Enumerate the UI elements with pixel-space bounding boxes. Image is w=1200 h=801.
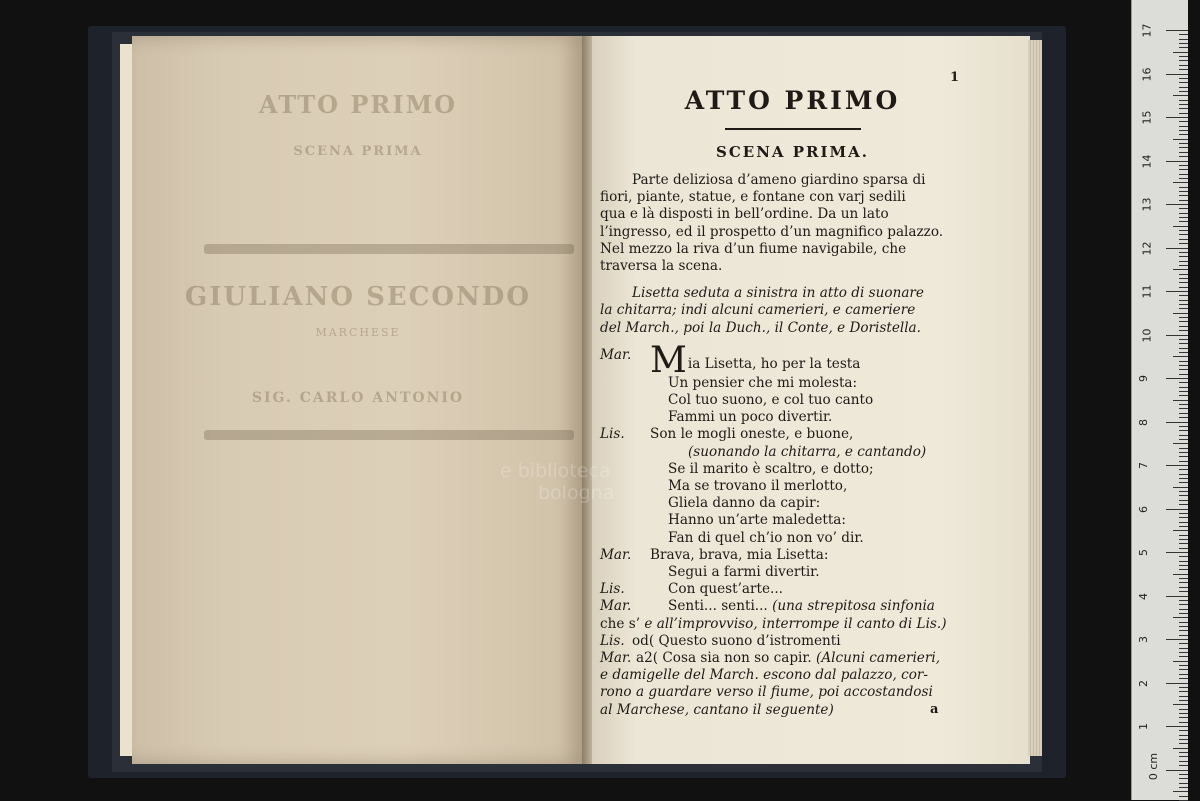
ruler-tick bbox=[1173, 530, 1188, 531]
ruler-tick bbox=[1179, 648, 1188, 649]
speaker-label: Lis. bbox=[600, 632, 625, 649]
ruler-tick bbox=[1179, 113, 1188, 114]
ruler-tick bbox=[1179, 796, 1188, 797]
ruler-tick bbox=[1179, 426, 1188, 427]
stage-aside: al Marchese, cantano il seguente) bbox=[600, 701, 834, 718]
ruler-tick bbox=[1179, 543, 1188, 544]
ruler-tick bbox=[1179, 147, 1188, 148]
ruler-tick bbox=[1179, 165, 1188, 166]
ruler-number: 16 bbox=[1140, 67, 1154, 81]
ruler-tick bbox=[1179, 287, 1188, 288]
ruler-tick bbox=[1179, 461, 1188, 462]
ruler-tick bbox=[1179, 587, 1188, 588]
title-divider bbox=[725, 128, 861, 130]
dialogue-line bbox=[600, 633, 985, 650]
ruler-tick bbox=[1179, 609, 1188, 610]
ruler-tick bbox=[1179, 343, 1188, 344]
ruler-tick bbox=[1173, 617, 1188, 618]
ruler-tick bbox=[1179, 104, 1188, 105]
ruler-tick bbox=[1166, 552, 1188, 553]
ruler-tick bbox=[1179, 56, 1188, 57]
stage-aside: (una strepitosa sinfonia bbox=[772, 598, 935, 615]
dialogue-line: Gliela danno da capir: bbox=[668, 495, 821, 512]
ruler-tick bbox=[1179, 243, 1188, 244]
ruler-tick bbox=[1179, 391, 1188, 392]
ruler-tick bbox=[1179, 604, 1188, 605]
dialogue-line bbox=[600, 339, 985, 381]
ruler-tick bbox=[1179, 722, 1188, 723]
ruler-tick bbox=[1179, 174, 1188, 175]
act-title: ATTO PRIMO bbox=[684, 86, 901, 115]
ruler-tick bbox=[1173, 748, 1188, 749]
ruler-tick bbox=[1179, 43, 1188, 44]
stage-aside: e all’improvviso, interrompe il canto di Lis.) bbox=[644, 615, 947, 632]
ruler-tick bbox=[1179, 761, 1188, 762]
ruler-tick bbox=[1179, 300, 1188, 301]
ruler-tick bbox=[1179, 535, 1188, 536]
left-page bbox=[132, 36, 584, 764]
ruler-tick bbox=[1179, 321, 1188, 322]
ruler-number: 8 bbox=[1137, 418, 1150, 426]
ruler-tick bbox=[1179, 304, 1188, 305]
ruler-tick bbox=[1179, 522, 1188, 523]
bleed-through-line: SIG. CARLO ANTONIO bbox=[251, 390, 465, 406]
ruler-tick bbox=[1179, 326, 1188, 327]
bleed-through-line: GIULIANO SECONDO bbox=[184, 282, 532, 312]
ruler-tick bbox=[1173, 443, 1188, 444]
ruler-tick bbox=[1179, 234, 1188, 235]
ruler-number: 15 bbox=[1140, 110, 1154, 125]
ruler-tick bbox=[1179, 91, 1188, 92]
description-line: qua e là disposti in bell’ordine. Da un lato bbox=[600, 206, 889, 223]
ruler-tick bbox=[1179, 169, 1188, 170]
measurement-ruler bbox=[1131, 0, 1188, 800]
ruler-unit-label: 0 cm bbox=[1147, 752, 1161, 781]
ruler-tick bbox=[1179, 696, 1188, 697]
ruler-tick bbox=[1179, 452, 1188, 453]
ruler-tick bbox=[1179, 717, 1188, 718]
ruler-tick bbox=[1166, 74, 1188, 75]
ruler-tick bbox=[1166, 161, 1188, 162]
ruler-tick bbox=[1179, 317, 1188, 318]
ruler-tick bbox=[1179, 187, 1188, 188]
ruler-tick bbox=[1179, 295, 1188, 296]
ruler-tick bbox=[1179, 756, 1188, 757]
stage-direction bbox=[600, 285, 985, 337]
ruler-tick bbox=[1179, 565, 1188, 566]
verse-text: che s’ bbox=[600, 615, 641, 632]
ruler-tick bbox=[1179, 126, 1188, 127]
ruler-number: 17 bbox=[1140, 23, 1154, 38]
ruler-tick bbox=[1179, 239, 1188, 240]
stage-aside: rono a guardare verso il fiume, poi accostandosi bbox=[600, 684, 933, 701]
ruler-tick bbox=[1173, 400, 1188, 401]
ruler-tick bbox=[1179, 82, 1188, 83]
ruler-tick bbox=[1179, 221, 1188, 222]
ruler-tick bbox=[1179, 491, 1188, 492]
ruler-tick bbox=[1179, 208, 1188, 209]
ruler-tick bbox=[1179, 774, 1188, 775]
speaker-label: Lis. bbox=[600, 426, 625, 443]
page-number: 1 bbox=[950, 70, 960, 85]
ruler-tick bbox=[1179, 274, 1188, 275]
stage-direction-line: del March., poi la Duch., il Conte, e Doristella. bbox=[600, 319, 921, 336]
ruler-tick bbox=[1179, 456, 1188, 457]
ruler-tick bbox=[1179, 395, 1188, 396]
ruler-tick bbox=[1173, 313, 1188, 314]
stage-direction-line: la chitarra; indi alcuni camerieri, e cameriere bbox=[600, 302, 916, 319]
ruler-tick bbox=[1179, 652, 1188, 653]
ruler-tick bbox=[1179, 308, 1188, 309]
ruler-number: 7 bbox=[1137, 462, 1150, 469]
ruler-tick bbox=[1179, 656, 1188, 657]
bleed-through-line: MARCHESE bbox=[315, 326, 401, 339]
dialogue-line bbox=[600, 616, 985, 633]
dialogue-line bbox=[600, 650, 985, 667]
verse-text: Brava, brava, mia Lisetta: bbox=[650, 546, 829, 563]
ruler-tick bbox=[1166, 117, 1188, 118]
ruler-tick bbox=[1179, 230, 1188, 231]
speaker-label: Mar. bbox=[600, 346, 632, 363]
ruler-tick bbox=[1179, 34, 1188, 35]
ruler-tick bbox=[1179, 709, 1188, 710]
ruler-tick bbox=[1179, 417, 1188, 418]
ruler-tick bbox=[1179, 556, 1188, 557]
ruler-tick bbox=[1179, 278, 1188, 279]
ruler-tick bbox=[1179, 691, 1188, 692]
ruler-tick bbox=[1179, 178, 1188, 179]
ruler-number: 14 bbox=[1140, 154, 1154, 168]
ruler-tick bbox=[1179, 261, 1188, 262]
ruler-tick bbox=[1179, 382, 1188, 383]
ruler-tick bbox=[1179, 626, 1188, 627]
ruler-tick bbox=[1179, 439, 1188, 440]
dialogue-line bbox=[600, 547, 985, 564]
ruler-tick bbox=[1179, 108, 1188, 109]
ruler-tick bbox=[1179, 669, 1188, 670]
ruler-tick bbox=[1179, 69, 1188, 70]
catchword: a bbox=[930, 702, 939, 717]
ruler-number: 10 bbox=[1140, 328, 1154, 342]
ruler-number: 4 bbox=[1137, 592, 1150, 600]
ruler-tick bbox=[1179, 765, 1188, 766]
speaker-label: Mar. bbox=[600, 598, 632, 615]
ruler-tick bbox=[1179, 739, 1188, 740]
ruler-tick bbox=[1179, 87, 1188, 88]
ruler-tick bbox=[1179, 678, 1188, 679]
ruler-number: 13 bbox=[1140, 197, 1154, 212]
ruler-tick bbox=[1179, 156, 1188, 157]
ruler-tick bbox=[1179, 548, 1188, 549]
ruler-tick bbox=[1179, 265, 1188, 266]
ruler-tick bbox=[1179, 561, 1188, 562]
ruler-tick bbox=[1173, 226, 1188, 227]
ruler-tick bbox=[1179, 630, 1188, 631]
ruler-tick bbox=[1179, 191, 1188, 192]
ruler-tick bbox=[1179, 643, 1188, 644]
ruler-tick bbox=[1179, 730, 1188, 731]
ruler-number: 6 bbox=[1137, 505, 1150, 513]
ruler-tick bbox=[1179, 282, 1188, 283]
stage-aside: (Alcuni camerieri, bbox=[816, 650, 941, 667]
ruler-tick bbox=[1179, 374, 1188, 375]
ruler-tick bbox=[1173, 52, 1188, 53]
dialogue-line: Fan di quel ch’io non vo’ dir. bbox=[668, 529, 864, 546]
ruler-number: 5 bbox=[1137, 549, 1150, 556]
ruler-tick bbox=[1166, 726, 1188, 727]
ruler-tick bbox=[1166, 204, 1188, 205]
ruler-tick bbox=[1166, 639, 1188, 640]
ruler-tick bbox=[1179, 152, 1188, 153]
ruler-number: 12 bbox=[1140, 241, 1154, 255]
ruler-tick bbox=[1179, 60, 1188, 61]
ruler-tick bbox=[1179, 39, 1188, 40]
ruler-tick bbox=[1179, 47, 1188, 48]
ruler-tick bbox=[1179, 413, 1188, 414]
ruler-tick bbox=[1179, 474, 1188, 475]
ruler-tick bbox=[1179, 361, 1188, 362]
ruler-tick bbox=[1179, 635, 1188, 636]
ruler-tick bbox=[1179, 700, 1188, 701]
ruler-tick bbox=[1179, 408, 1188, 409]
ruler-tick bbox=[1179, 569, 1188, 570]
ruler-tick bbox=[1179, 200, 1188, 201]
speaker-label: Lis. bbox=[600, 581, 625, 598]
stage-aside: (suonando la chitarra, e cantando) bbox=[688, 443, 927, 460]
ruler-tick bbox=[1179, 778, 1188, 779]
verse-text: Questo suono d’istromenti bbox=[658, 632, 841, 649]
dialogue-line: Ma se trovano il merlotto, bbox=[668, 478, 848, 495]
dialogue-line bbox=[600, 598, 985, 615]
description-line: l’ingresso, ed il prospetto d’un magnifico palazzo. bbox=[600, 223, 944, 240]
verse-text: ia Lisetta, ho per la testa bbox=[687, 355, 861, 372]
ruler-tick bbox=[1179, 526, 1188, 527]
dialogue-line: Col tuo suono, e col tuo canto bbox=[668, 392, 874, 409]
ruler-tick bbox=[1173, 487, 1188, 488]
ruler-tick bbox=[1179, 622, 1188, 623]
ruler-tick bbox=[1179, 217, 1188, 218]
bleed-through-rule bbox=[204, 430, 574, 440]
drop-cap: M bbox=[650, 339, 687, 381]
stage-direction-line: Lisetta seduta a sinistra in atto di suonare bbox=[632, 285, 924, 302]
ruler-number: 9 bbox=[1137, 375, 1150, 382]
watermark bbox=[500, 460, 614, 504]
ruler-tick bbox=[1179, 539, 1188, 540]
ruler-tick bbox=[1173, 704, 1188, 705]
ruler-tick bbox=[1166, 683, 1188, 684]
ruler-tick bbox=[1179, 735, 1188, 736]
verse-text: Cosa sia non so capir. bbox=[662, 650, 812, 667]
duet-brace: a2( bbox=[636, 650, 659, 667]
ruler-tick bbox=[1179, 348, 1188, 349]
ruler-tick bbox=[1179, 469, 1188, 470]
ruler-tick bbox=[1166, 770, 1188, 771]
ruler-tick bbox=[1179, 478, 1188, 479]
ruler-tick bbox=[1166, 335, 1188, 336]
description-line: Nel mezzo la riva d’un fiume navigabile, che bbox=[600, 240, 907, 257]
bleed-through-title: ATTO PRIMO bbox=[258, 90, 458, 119]
ruler-number: 1 bbox=[1137, 723, 1150, 730]
ruler-tick bbox=[1179, 591, 1188, 592]
ruler-tick bbox=[1179, 430, 1188, 431]
description-line: Parte deliziosa d’ameno giardino sparsa di bbox=[632, 172, 926, 188]
watermark-line: bologna bbox=[538, 482, 615, 504]
dialogue-line: Fammi un poco divertir. bbox=[668, 409, 833, 426]
ruler-tick bbox=[1179, 78, 1188, 79]
ruler-tick bbox=[1179, 387, 1188, 388]
ruler-tick bbox=[1179, 674, 1188, 675]
dialogue-line: Segui a farmi divertir. bbox=[668, 564, 820, 581]
ruler-tick bbox=[1179, 134, 1188, 135]
ruler-tick bbox=[1166, 509, 1188, 510]
description-line: fiori, piante, statue, e fontane con varj sedili bbox=[600, 189, 906, 206]
ruler-tick bbox=[1173, 269, 1188, 270]
ruler-tick bbox=[1179, 121, 1188, 122]
ruler-tick bbox=[1173, 661, 1188, 662]
dialogue-line: Se il marito è scaltro, e dotto; bbox=[668, 460, 874, 477]
scene-description bbox=[600, 172, 985, 275]
dialogue-line bbox=[600, 426, 985, 443]
ruler-tick bbox=[1179, 252, 1188, 253]
description-line: traversa la scena. bbox=[600, 258, 723, 275]
ruler-tick bbox=[1173, 574, 1188, 575]
ruler-tick bbox=[1179, 687, 1188, 688]
ruler-tick bbox=[1179, 665, 1188, 666]
ruler-tick bbox=[1179, 195, 1188, 196]
ruler-tick bbox=[1179, 752, 1188, 753]
ruler-tick bbox=[1166, 30, 1188, 31]
ruler-tick bbox=[1179, 600, 1188, 601]
dialogue-line: Hanno un’arte maledetta: bbox=[668, 512, 846, 529]
scene-title: SCENA PRIMA. bbox=[715, 143, 869, 161]
ruler-tick bbox=[1179, 404, 1188, 405]
ruler-tick bbox=[1179, 495, 1188, 496]
ruler-tick bbox=[1179, 256, 1188, 257]
ruler-tick bbox=[1166, 422, 1188, 423]
ruler-tick bbox=[1179, 578, 1188, 579]
ruler-tick bbox=[1179, 435, 1188, 436]
ruler-tick bbox=[1179, 713, 1188, 714]
ruler-tick bbox=[1173, 791, 1188, 792]
ruler-tick bbox=[1179, 352, 1188, 353]
dialogue-line bbox=[600, 581, 985, 598]
ruler-tick bbox=[1179, 213, 1188, 214]
ruler-tick bbox=[1179, 787, 1188, 788]
ruler-tick bbox=[1179, 339, 1188, 340]
dialogue bbox=[600, 339, 985, 719]
ruler-tick bbox=[1179, 100, 1188, 101]
ruler-tick bbox=[1179, 504, 1188, 505]
ruler-tick bbox=[1173, 356, 1188, 357]
verse-text: Con quest’arte... bbox=[668, 581, 783, 598]
ruler-tick bbox=[1179, 448, 1188, 449]
watermark-line: e biblioteca bbox=[500, 460, 611, 482]
bleed-through-rule bbox=[204, 244, 574, 254]
ruler-tick bbox=[1179, 143, 1188, 144]
ruler-tick bbox=[1179, 582, 1188, 583]
ruler-number: 2 bbox=[1137, 679, 1150, 687]
ruler-tick bbox=[1166, 291, 1188, 292]
ruler-tick bbox=[1179, 369, 1188, 370]
ruler-tick bbox=[1179, 743, 1188, 744]
ruler-tick bbox=[1173, 182, 1188, 183]
ruler-tick bbox=[1179, 330, 1188, 331]
ruler-tick bbox=[1179, 365, 1188, 366]
ruler-tick bbox=[1173, 95, 1188, 96]
dialogue-line: Un pensier che mi molesta: bbox=[668, 374, 858, 391]
ruler-tick bbox=[1179, 783, 1188, 784]
ruler-tick bbox=[1179, 513, 1188, 514]
ruler-tick bbox=[1166, 465, 1188, 466]
speaker-label: Mar. bbox=[600, 546, 632, 563]
ruler-tick bbox=[1179, 130, 1188, 131]
right-page-edge bbox=[1028, 40, 1042, 756]
ruler-tick bbox=[1166, 596, 1188, 597]
bleed-through-subtitle: SCENA PRIMA bbox=[293, 144, 423, 159]
ruler-tick bbox=[1179, 517, 1188, 518]
duet-brace: od( bbox=[632, 632, 655, 649]
stage-aside: e damigelle del March. escono dal palazzo, cor- bbox=[600, 667, 929, 684]
ruler-tick bbox=[1179, 500, 1188, 501]
ruler-number: 11 bbox=[1140, 284, 1154, 299]
page-text bbox=[600, 72, 985, 719]
ruler-tick bbox=[1173, 139, 1188, 140]
ruler-number: 3 bbox=[1137, 636, 1150, 643]
verse-text: Senti... senti... bbox=[668, 598, 768, 615]
ruler-tick bbox=[1166, 378, 1188, 379]
verse-text: Son le mogli oneste, e buone, bbox=[650, 426, 854, 443]
speaker-label: Mar. bbox=[600, 650, 632, 667]
ruler-tick bbox=[1166, 248, 1188, 249]
ruler-tick bbox=[1179, 65, 1188, 66]
ruler-tick bbox=[1179, 482, 1188, 483]
ruler-tick bbox=[1179, 613, 1188, 614]
